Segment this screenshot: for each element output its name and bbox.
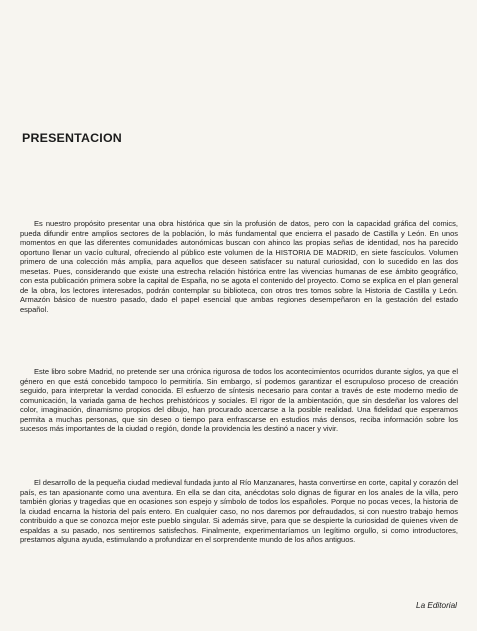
signature: La Editorial xyxy=(416,601,457,610)
paragraph-madrid-book: Este libro sobre Madrid, no pretende ser una crónica rigurosa de todos los acontecimientos ocurridos durante siglos, ya que el género en que está concebido tampoco lo permitiría. Sin embargo, sí podemos garantizar el escrupuloso proceso de creación seguido, para interpretar la verdad conocida. El esfuerzo de síntesis necesario para contar a través de este moderno medio de comunicación, la variada gama de hechos prehistóricos y sociales. El rigor de la ambientación, que sin desdeñar los valores del color, imaginación, dinamismo propios del dibujo, han procurado acercarse a la posible realidad. Una fidelidad que esperamos permita a muchas personas, que sin deseo o tiempo para enfrascarse en estudios más densos, reciba información sobre los sucesos más importantes de la ciudad o región, donde la providencia les destinó a nacer y vivir. xyxy=(20,367,458,434)
paragraph-city-development: El desarrollo de la pequeña ciudad medieval fundada junto al Río Manzanares, hasta convertirse en corte, capital y corazón del país, es tan apasionante como una aventura. En ella se dan cita, anécdotas solo dignas de figurar en los anales de la villa, pero también glorias y tragedias que en ocasiones son espejo y símbolo de todos los españoles. Porque no pocas veces, la historia de la ciudad encarna la historia del país entero. En cualquier caso, no nos daremos por defraudados, si con nuestro trabajo hemos contribuido a que se conozca mejor este pueblo singular. Si además sirve, para que se despierte la curiosidad de quienes viven de espaldas a su pasado, nos sentiremos satisfechos. Finalmente, experimentaríamos un legítimo orgullo, si como introductores, prestamos alguna ayuda, estimulando a profundizar en el sorprendente mundo de los años antiguos. xyxy=(20,478,458,545)
paragraph-intro: Es nuestro propósito presentar una obra histórica que sin la profusión de datos, pero con la capacidad gráfica del comics, pueda difundir entre amplios sectores de la población, lo más fundamental que encierra el pasado de Castilla y León. En unos momentos en que las diferentes comunidades autonómicas buscan con ahinco las propias señas de identidad, nos ha parecido oportuno llenar un vacío cultural, ofreciendo al público este volumen de la HISTORIA DE MADRID, en siete fascículos. Volumen primero de una colección más amplia, para aquellos que deseen satisfacer su natural curiosidad, con lo sucedido en las dos mesetas. Pues, considerando que existe una estrecha relación histórica entre las vivencias humanas de ese ámbito geográfico, con esta publicación primera sobre la capital de España, no se agota el contenido del proyecto. Como se explica en el plan general de la obra, los lectores interesados, podrán contemplar su biblioteca, con otros tres tomos sobre la Historia de Castilla y León. Armazón básico de nuestro pasado, dado el papel esencial que ambas regiones desempeñaron en la gestación del estado español. xyxy=(20,219,458,314)
page-title: PRESENTACION xyxy=(22,131,122,145)
